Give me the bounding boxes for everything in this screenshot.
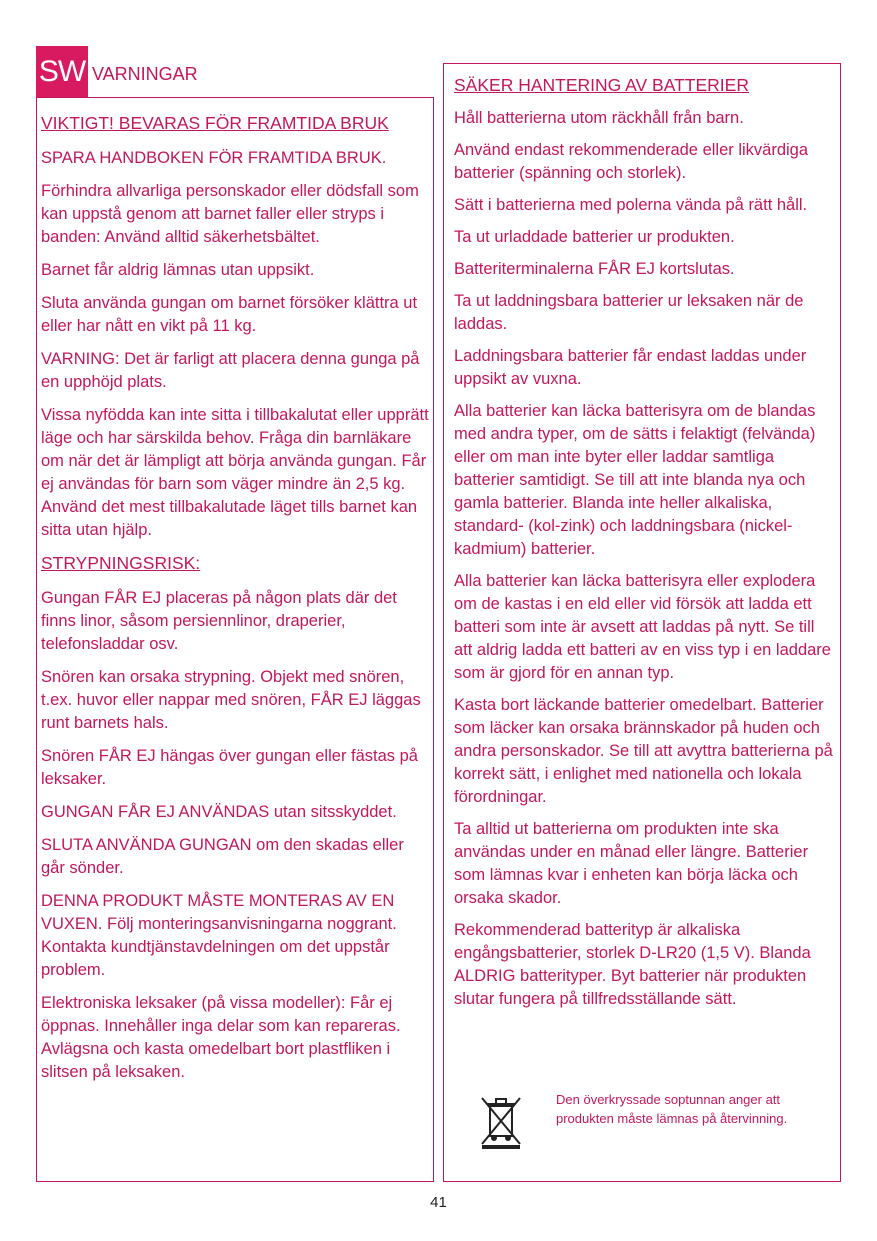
heading-battery-safety: SÄKER HANTERING AV BATTERIER	[454, 75, 749, 95]
crossed-out-wheelie-bin-icon	[476, 1094, 526, 1150]
battery-paragraph: Laddningsbara batterier får endast laddas under uppsikt av vuxna.	[454, 347, 807, 388]
warning-paragraph: GUNGAN FÅR EJ ANVÄNDAS utan sitsskyddet.	[41, 803, 397, 821]
warning-paragraph: SPARA HANDBOKEN FÖR FRAMTIDA BRUK.	[41, 149, 387, 167]
heading-strangulation: STRYPNINGSRISK:	[41, 553, 201, 573]
warning-paragraph: Snören FÅR EJ hängas över gungan eller fästas på leksaker.	[41, 747, 418, 788]
battery-paragraph: Använd endast rekommenderade eller likvärdiga batterier (spänning och storlek).	[454, 141, 809, 182]
battery-paragraph: Batteriterminalerna FÅR EJ kortslutas.	[454, 260, 735, 278]
heading-important: VIKTIGT! BEVARAS FÖR FRAMTIDA BRUK	[41, 113, 389, 133]
warning-paragraph: Förhindra allvarliga personskador eller dödsfall som kan uppstå genom att barnet faller eller stryps i banden: Använd alltid säkerhetsbältet.	[41, 182, 419, 246]
battery-paragraph: Ta ut laddningsbara batterier ur leksaken när de laddas.	[454, 292, 804, 333]
battery-paragraph: Alla batterier kan läcka batterisyra eller explodera om de kastas i en eld eller vid försök att ladda ett batteri som inte är avsett att laddas på nytt. Se till att aldrig ladda ett batteri av en viss typ i en laddare som är gjord för en annan typ.	[454, 572, 831, 682]
recycling-notice	[452, 1090, 842, 1160]
warning-paragraph: Gungan FÅR EJ placeras på någon plats där det finns linor, såsom persiennlinor, draperier, telefonsladdar osv.	[41, 589, 397, 653]
battery-paragraph: Alla batterier kan läcka batterisyra om de blandas med andra typer, om de sätts i felaktigt (felvända) eller om man inte byter eller laddar samtliga batterier samtidigt. Se till att inte blanda nya och gamla batterier. Blanda inte heller alkaliska, standard- (kol-zink) och laddningsbara (nickel-kadmium) batterier.	[454, 402, 816, 558]
recycling-text: Den överkryssade soptunnan anger att produkten måste lämnas på återvinning.	[556, 1092, 788, 1126]
battery-paragraph: Kasta bort läckande batterier omedelbart. Batterier som läcker kan orsaka brännskador på huden och andra personskador. Se till att avyttra batterierna på korrekt sätt, i enlighet med nationella och lokala förordningar.	[454, 696, 833, 806]
warning-paragraph: DENNA PRODUKT MÅSTE MONTERAS AV EN VUXEN. Följ monteringsanvisningarna noggrant. Kontakta kundtjänstavdelningen om det uppstår problem.	[41, 892, 397, 979]
warning-paragraph: SLUTA ANVÄNDA GUNGAN om den skadas eller går sönder.	[41, 836, 404, 877]
battery-paragraph: Håll batterierna utom räckhåll från barn.	[454, 109, 744, 127]
battery-paragraph: Ta alltid ut batterierna om produkten inte ska användas under en månad eller längre. Batterier som lämnas kvar i enheten kan börja läcka och orsaka skador.	[454, 820, 809, 907]
warning-paragraph: Snören kan orsaka strypning. Objekt med snören, t.ex. huvor eller nappar med snören, FÅR EJ läggas runt barnets hals.	[41, 668, 421, 732]
warnings-column	[36, 97, 434, 1182]
language-tag: SW	[36, 46, 88, 98]
warning-paragraph: VARNING: Det är farligt att placera denna gunga på en upphöjd plats.	[41, 350, 420, 391]
warning-paragraph: Sluta använda gungan om barnet försöker klättra ut eller har nått en vikt på 11 kg.	[41, 294, 418, 335]
warning-paragraph: Elektroniska leksaker (på vissa modeller): Får ej öppnas. Innehåller inga delar som kan repareras. Avlägsna och kasta omedelbart bort plastfliken i slitsen på leksaken.	[41, 994, 401, 1081]
battery-paragraph: Ta ut urladdade batterier ur produkten.	[454, 228, 735, 246]
page-number: 41	[430, 1194, 447, 1211]
page-title: VARNINGAR	[92, 64, 198, 84]
warning-paragraph: Vissa nyfödda kan inte sitta i tillbakalutat eller upprätt läge och har särskilda behov. Fråga din barnläkare om när det är lämpligt att börja använda gungan. Får ej användas för barn som väger mindre än 2,5 kg. Använd det mest tillbakalutade läget tills barnet kan sitta utan hjälp.	[41, 406, 429, 539]
battery-paragraph: Sätt i batterierna med polerna vända på rätt håll.	[454, 196, 808, 214]
warning-paragraph: Barnet får aldrig lämnas utan uppsikt.	[41, 261, 315, 279]
battery-column	[443, 63, 841, 1182]
battery-paragraph: Rekommenderad batterityp är alkaliska engångsbatterier, storlek D-LR20 (1,5 V). Blanda ALDRIG batterityper. Byt batterier när produkten slutar fungera på tillfredsställande sätt.	[454, 921, 811, 1008]
